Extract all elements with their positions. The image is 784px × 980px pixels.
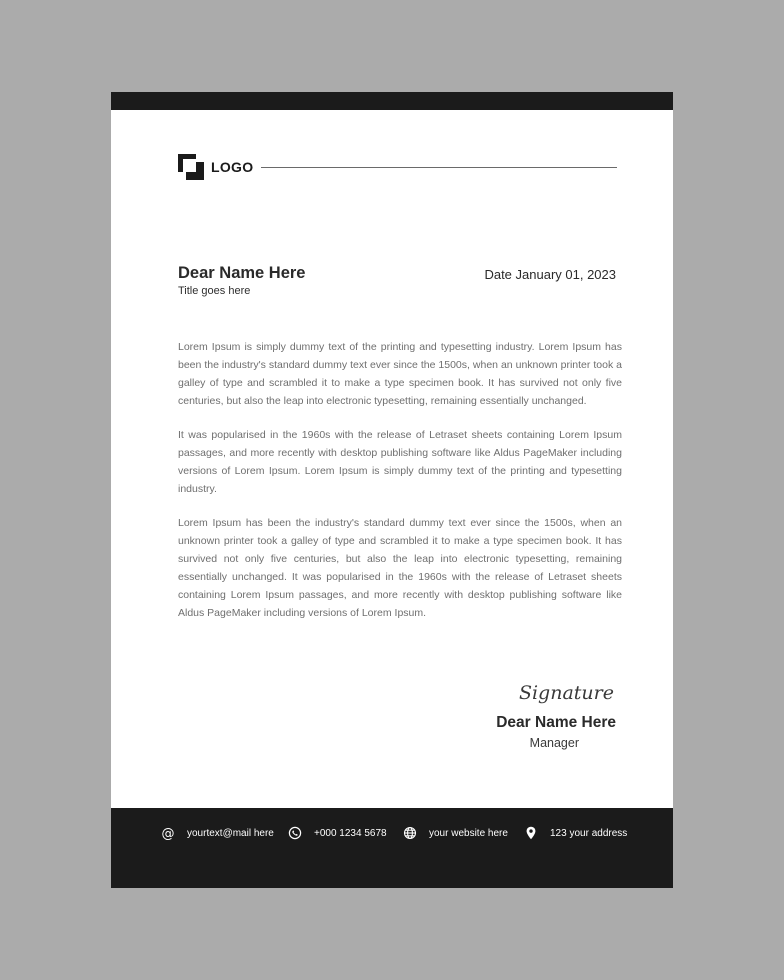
phone-icon bbox=[288, 826, 302, 840]
footer-email bbox=[161, 826, 274, 840]
recipient-name: Dear Name Here bbox=[178, 264, 306, 282]
top-bar bbox=[111, 92, 673, 110]
logo-text: LOGO bbox=[211, 159, 254, 175]
phone-text: +000 1234 5678 bbox=[314, 827, 387, 839]
footer-address bbox=[524, 826, 627, 840]
logo-row bbox=[178, 154, 618, 182]
letter-date: Date January 01, 2023 bbox=[484, 267, 616, 282]
logo-squares-icon bbox=[178, 154, 204, 180]
at-icon bbox=[161, 826, 175, 840]
signature-block bbox=[396, 682, 616, 750]
address-text: 123 your address bbox=[550, 827, 628, 839]
body-paragraph: It was popularised in the 1960s with the release of Letraset sheets containing Lorem Ipsum passages, and more recently with desktop publishing software like Aldus PageMaker including versions of Lorem Ipsum. Lorem Ipsum is simply dummy text of the printing and typesetting industry. bbox=[178, 429, 622, 495]
svg-text:@: @ bbox=[161, 826, 175, 840]
footer-phone bbox=[288, 826, 387, 840]
location-pin-icon bbox=[524, 826, 538, 840]
globe-icon bbox=[403, 826, 417, 840]
letterhead-page bbox=[111, 92, 673, 888]
body-paragraph: Lorem Ipsum is simply dummy text of the printing and typesetting industry. Lorem Ipsum has been the industry's standard dummy text ever since the 1500s, when an unknown printer took a galley of type and scrambled it to make a type specimen book. It has survived not only five centuries, but also the leap into electronic typesetting, remaining essentially unchanged. bbox=[178, 341, 622, 407]
recipient-title: Title goes here bbox=[178, 285, 251, 297]
header-divider bbox=[261, 167, 617, 168]
footer-bar bbox=[111, 808, 673, 888]
body-paragraph: Lorem Ipsum has been the industry's standard dummy text ever since the 1500s, when an unknown printer took a galley of type and scrambled it to make a type specimen book. It has survived not only five centuries, but also the leap into electronic typesetting, remaining essentially unchanged. It was popularised in the 1960s with the release of Letraset sheets containing Lorem Ipsum passages, and more recently with desktop publishing software like Aldus PageMaker including versions of Lorem Ipsum. bbox=[178, 517, 622, 619]
signer-role: Manager bbox=[529, 736, 579, 750]
signer-name: Dear Name Here bbox=[496, 714, 616, 731]
footer-website bbox=[403, 826, 508, 840]
letter-body bbox=[178, 338, 622, 638]
website-text: your website here bbox=[429, 827, 508, 839]
email-text: yourtext@mail here bbox=[187, 827, 274, 839]
signature-script: Signature bbox=[518, 682, 614, 704]
